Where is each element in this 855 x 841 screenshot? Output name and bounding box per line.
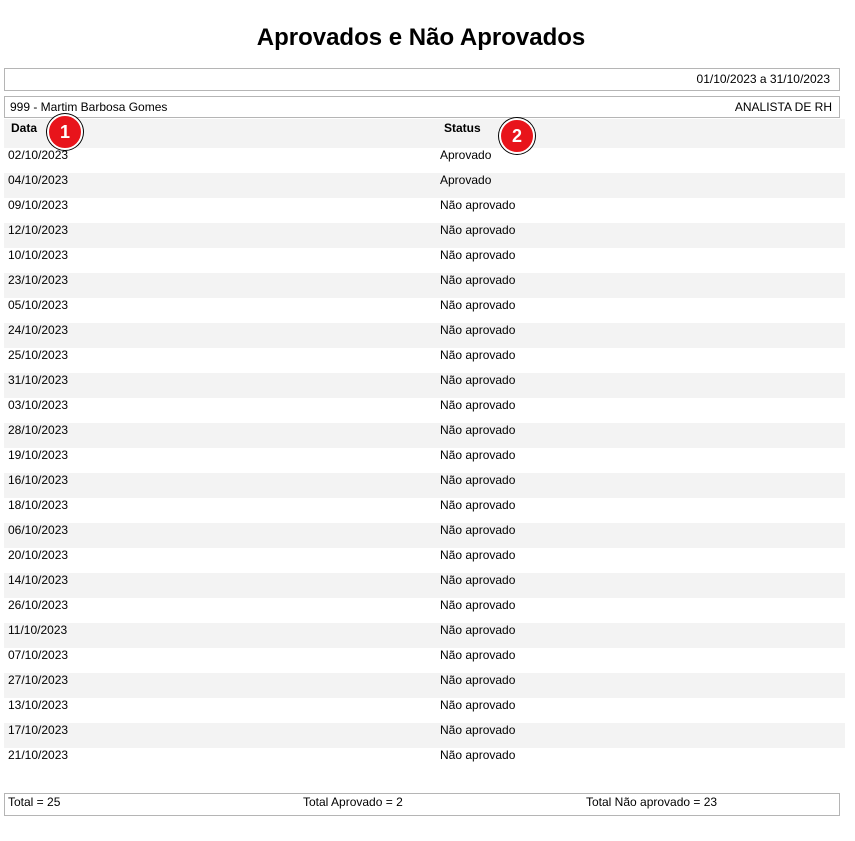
row-status: Não aprovado (440, 323, 516, 337)
row-date: 27/10/2023 (8, 673, 69, 687)
row-status: Não aprovado (440, 348, 516, 362)
row-date: 24/10/2023 (8, 323, 69, 337)
table-row (4, 298, 845, 323)
row-date: 28/10/2023 (8, 423, 69, 437)
row-status: Não aprovado (440, 573, 516, 587)
row-status: Não aprovado (440, 223, 516, 237)
row-date: 12/10/2023 (8, 223, 69, 237)
row-status: Não aprovado (440, 473, 516, 487)
row-status: Não aprovado (440, 748, 516, 762)
row-date: 03/10/2023 (8, 398, 69, 412)
row-date: 02/10/2023 (8, 148, 69, 162)
table-row (4, 498, 845, 523)
row-status: Não aprovado (440, 673, 516, 687)
employee-name: 999 - Martim Barbosa Gomes (10, 100, 168, 114)
employee-box (4, 96, 840, 118)
row-status: Não aprovado (440, 423, 516, 437)
row-status: Não aprovado (440, 498, 516, 512)
table-row (4, 373, 845, 398)
annotation-marker-2: 2 (499, 118, 535, 154)
row-status: Não aprovado (440, 623, 516, 637)
row-date: 07/10/2023 (8, 648, 69, 662)
row-date: 14/10/2023 (8, 573, 69, 587)
row-status: Não aprovado (440, 373, 516, 387)
row-status: Não aprovado (440, 723, 516, 737)
table-row (4, 173, 845, 198)
totals-box (4, 793, 840, 816)
table-row (4, 523, 845, 548)
table-row (4, 448, 845, 473)
table-row (4, 648, 845, 673)
row-date: 13/10/2023 (8, 698, 69, 712)
table-row (4, 223, 845, 248)
column-header-data: Data (11, 121, 38, 135)
row-status: Não aprovado (440, 298, 516, 312)
total-not-approved: Total Não aprovado = 23 (586, 795, 718, 809)
row-date: 06/10/2023 (8, 523, 69, 537)
row-date: 10/10/2023 (8, 248, 69, 262)
row-status: Não aprovado (440, 523, 516, 537)
row-date: 18/10/2023 (8, 498, 69, 512)
table-row (4, 323, 845, 348)
row-status: Não aprovado (440, 398, 516, 412)
row-date: 19/10/2023 (8, 448, 69, 462)
table-row (4, 473, 845, 498)
total-count: Total = 25 (8, 795, 61, 809)
table-row (4, 573, 845, 598)
total-approved: Total Aprovado = 2 (303, 795, 403, 809)
row-status: Não aprovado (440, 273, 516, 287)
annotation-marker-1: 1 (47, 114, 83, 150)
period-range: 01/10/2023 a 31/10/2023 (696, 72, 830, 86)
row-status: Não aprovado (440, 548, 516, 562)
table-row (4, 423, 845, 448)
row-status: Aprovado (440, 173, 492, 187)
row-status: Não aprovado (440, 448, 516, 462)
table-row (4, 673, 845, 698)
table-row (4, 623, 845, 648)
row-status: Não aprovado (440, 648, 516, 662)
row-date: 11/10/2023 (8, 623, 68, 637)
row-date: 21/10/2023 (8, 748, 69, 762)
table-row (4, 398, 845, 423)
column-header-status: Status (444, 121, 481, 135)
row-status: Não aprovado (440, 248, 516, 262)
table-row (4, 598, 845, 623)
row-date: 05/10/2023 (8, 298, 69, 312)
row-date: 31/10/2023 (8, 373, 69, 387)
table-header (4, 119, 845, 148)
row-date: 25/10/2023 (8, 348, 69, 362)
page-title: Aprovados e Não Aprovados (256, 24, 586, 51)
table-row (4, 148, 845, 173)
table-row (4, 723, 845, 748)
row-status: Aprovado (440, 148, 492, 162)
table-row (4, 273, 845, 298)
row-status: Não aprovado (440, 198, 516, 212)
row-date: 16/10/2023 (8, 473, 69, 487)
row-date: 26/10/2023 (8, 598, 69, 612)
table-row (4, 248, 845, 273)
table-row (4, 698, 845, 723)
row-date: 09/10/2023 (8, 198, 69, 212)
table-row (4, 748, 845, 773)
table-row (4, 198, 845, 223)
row-status: Não aprovado (440, 598, 516, 612)
table-row (4, 348, 845, 373)
table-body (4, 148, 845, 773)
row-date: 23/10/2023 (8, 273, 69, 287)
row-date: 20/10/2023 (8, 548, 69, 562)
row-status: Não aprovado (440, 698, 516, 712)
employee-role: ANALISTA DE RH (734, 100, 832, 114)
period-box (4, 68, 840, 91)
table-row (4, 548, 845, 573)
row-date: 17/10/2023 (8, 723, 69, 737)
row-date: 04/10/2023 (8, 173, 69, 187)
